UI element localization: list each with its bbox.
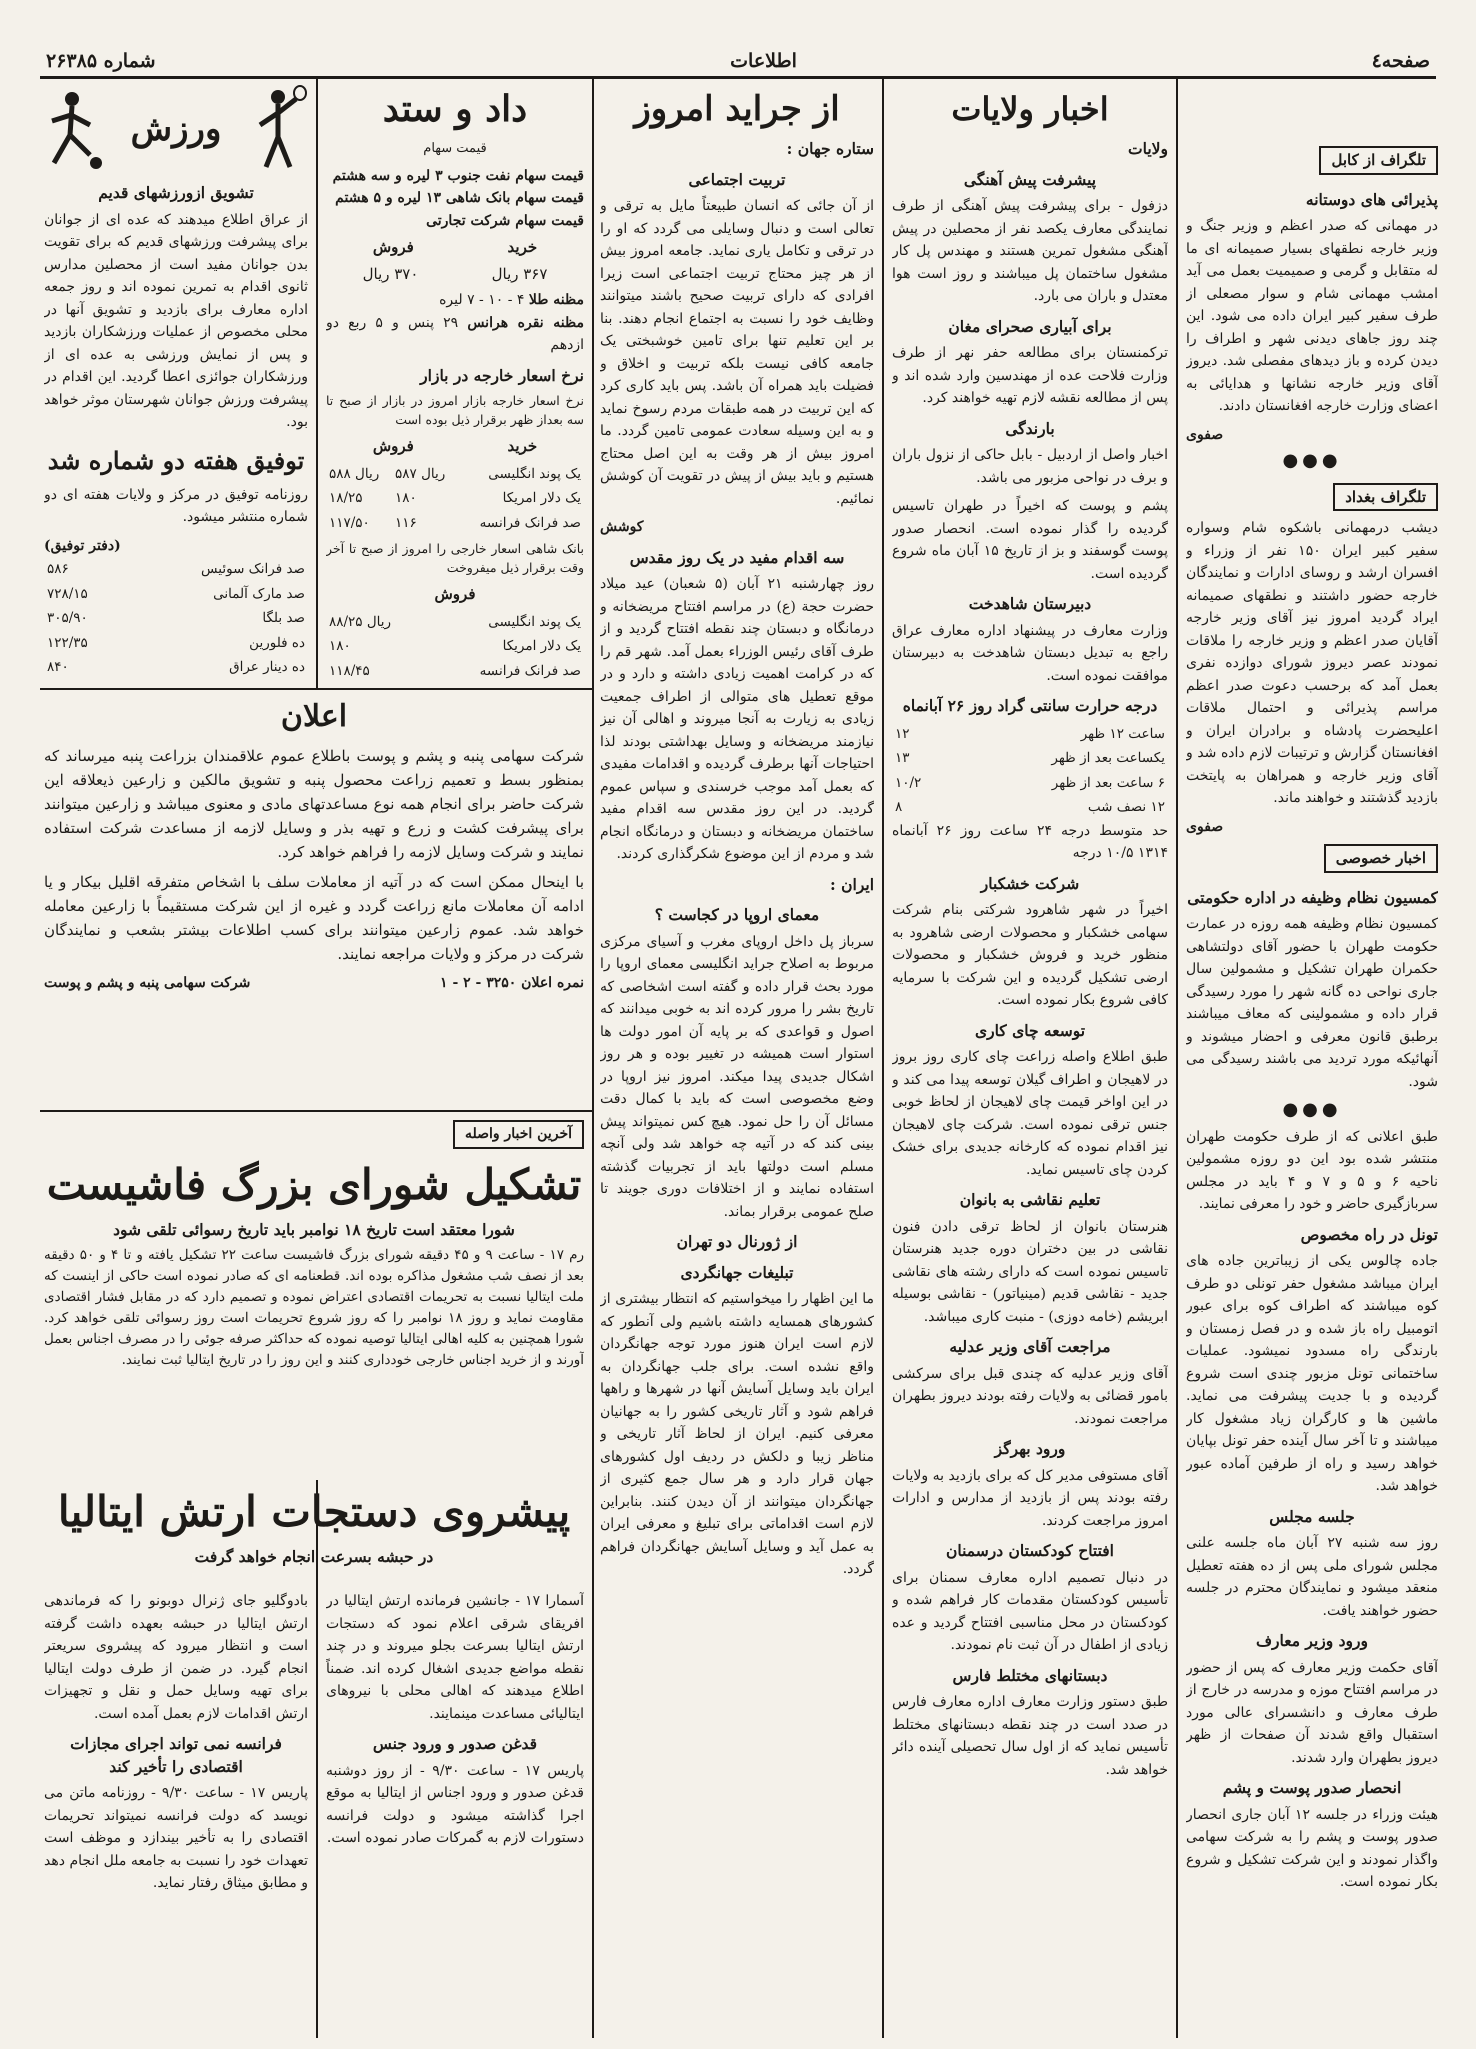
exchange-title: داد و ستد <box>382 88 528 130</box>
fx-note: نرخ اسعار خارجه بازار امروز در بازار از صبح تا سه بعداز ظهر برقرار ذیل بوده است <box>326 393 584 427</box>
temperature-average: حد متوسط درجه ۲۴ ساعت روز ۲۶ آبانماه ۱۳۱۴ ۱۰/۵ درجه <box>892 822 1168 861</box>
scouts-title: پیشرفت پیش آهنگی <box>963 169 1097 189</box>
bank-note: بانک شاهی اسعار خارجی را امروز از صبح تا آخر وقت برقرار ذیل میفروخت <box>326 541 584 575</box>
tunnel-title: تونل در راه مخصوص <box>1300 1224 1438 1244</box>
table-row: یکساعت بعد از ظهر ۱۳ <box>895 750 1165 766</box>
column-rule <box>882 78 884 2038</box>
column-sport <box>44 84 308 684</box>
italy-text: بادوگلیو جای ژنرال دوبونو را که فرماندهی ارتش ایتالیا در حبشه بعهده داشت گرفته است و انتظار میرود که پیشروی سریعتر انجام گیرد. در ضمن از طرف دولت ایتالیا برای تهیه وسایل حمل و نقل و تجهیزات ارتش اقدامات لازم بعمل آمده است. <box>44 1593 308 1722</box>
source-label: ستاره جهان : <box>786 139 874 158</box>
wool-text: پشم و پوست که اخیراً در طهران تاسیس گردیده را گذار نموده است. انحصار صدور پوست گوسفند و بز از تاریخ ۱۵ آبان ماه شروع گردیده است. <box>892 498 1168 582</box>
paper-name: اطلاعات <box>730 50 797 72</box>
fx-title: نرخ اسعار خارجه در بازار <box>420 365 584 385</box>
france-text: پاریس ۱۷ - ساعت ۹/۳۰ - روزنامه ماتن می نویسد که دولت فرانسه نمیتواند تحریمات اقتصادی را به تأخیر بیندازد و موظف است تعهدات خود را نسبت به جامعه ملل انجام دهد و مطابق میثاق رفتار نماید. <box>44 1785 308 1891</box>
fx-extra-note <box>44 680 308 685</box>
kabul-label: تلگراف از کابل <box>1319 146 1438 175</box>
commission-title: کمسیون نظام وظیفه در اداره حکومتی <box>1187 887 1438 907</box>
dried-fruit-text: اخیراً در شهر شاهرود شرکتی بنام شرکت سهامی خشکبار و محصولات ارضی شاهرود به منظور خرید و فروش خشکبار و محصولات ارضی تشکیل گردیده و این شرکت با سرمایه کافی شروع بکار نموده است. <box>892 902 1168 1008</box>
school-text: وزارت معارف در پیشنهاد اداره معارف عراق راجع به تبدیل دبستان شاهدخت به دبیرستان موافقت نموده است. <box>892 622 1168 684</box>
tennis-player-icon <box>248 85 308 173</box>
column-exchange <box>326 84 584 684</box>
table-row: ده فلورین ۱۲۲/۳۵ <box>47 634 305 651</box>
share-price: قیمت سهام بانک شاهی ۱۳ لیره و ۵ هشتم <box>335 190 584 206</box>
private-news-label: اخبار خصوصی <box>1324 844 1438 873</box>
table-row: یک دلار امریکا ۱۸۰ <box>329 638 581 654</box>
article-text: از آن جائی که انسان طبیعتاً مایل به ترقی و تعالی است و دنبال وسایلی می گردد که او را در ترقی و تکامل یاری نماید. جامعه امروز بیش از هر چیز محتاج تربیت اجتماعی است زیرا افرادی که دارای تربیت صحیح باشند میتوانند وظایف خود را نسبت به اجتماع انجام دهند. بنا بر این تعلیم تنها برای تامین خوشبختی یک جامعه کافی نیست بلکه تربیت و اخلاق و فضیلت باید همراه آن باشد. پس باید کاری کرد که این تربیت در همه طبقات مردم رسوخ نماید و به این وسیله سعادت عمومی تامین گردد. ما امروز بیش از هر وقت به این اصل محتاج هستیم و باید بیش از پیش در تقویت آن کوشش نمائیم. <box>600 198 874 507</box>
column-rule <box>1176 78 1178 2038</box>
page-number: صفحه٤ <box>1371 50 1430 72</box>
rain-text: اخبار واصل از اردبیل - بابل حاکی از نزول باران و برف در نواحی مزبور می باشد. <box>892 447 1168 486</box>
article-title: تربیت اجتماعی <box>688 169 786 189</box>
arrival-title: ورود بهرگز <box>994 1439 1066 1458</box>
issue-number: شماره ۲۶۳۸۵ <box>46 50 156 72</box>
table-row: ۶ ساعت بعد از ظهر ۱۰/۲ <box>895 774 1165 791</box>
article-text: روز چهارشنبه ۲۱ آبان (۵ شعبان) عید میلاد حضرت حجة (ع) در مراسم افتتاح مریضخانه و درمانگاه و دبستان چند نقطه افتتاح گردید و از طرف آقای رئیس الوزراء بعمل آمد. شهر قم را که در کرامت اهمیت زیادی داشته و دارد و در موقع تعطیل های متوالی از اطراف جمعیت زیادی به زیارت به آنجا میروند و اهالی آن نیز نیازمند مریضخانه و وسایل بهداشتی بودند لذا احتیاجات آنها برطرف گردیده و اقدامات مفیدی که بعمل آمد موجب خرسندی و سپاس عموم گردید. در این روز مقدس سه اقدام مفید ساختمان مریضخانه و دبستان و درمانگاه انجام شد و مردم از این موضوع شکرگذاری کردند. <box>600 576 874 862</box>
table-row: صد بلگا ۳۰۵/۹۰ <box>47 610 305 626</box>
rate-header: خرید فروش <box>372 238 538 256</box>
silver-label: مظنه نقره هرانس <box>467 314 584 331</box>
painting-text: هنرستان بانوان از لحاظ ترقی دادن فنون نقاشی در بین دختران دوره جدید هنرستان تاسیس نموده است که دارای رشته های نقاشی جدید - نقاشی قدیم (مینیاتور) - نقاشی بوسیله ابریشم (خامه دوزی) - منبت کاری میباشد. <box>892 1218 1168 1325</box>
table-row: یک پوند انگلیسی ۸۸/۲۵ ریال <box>329 613 581 630</box>
source-label: از ژورنال دو تهران <box>676 1232 798 1251</box>
latest-news-label: آخرین اخبار واصله <box>453 1120 584 1149</box>
notice-number: نمره اعلان ۳۲۵۰ - ۲ - ۱ <box>440 975 584 991</box>
school-title: دبیرستان شاهدخت <box>968 594 1092 613</box>
share-price: قیمت سهام شرکت تجارتی <box>426 212 584 229</box>
source-label: ایران : <box>830 874 874 894</box>
table-row: یک دلار امریکا ۱۸۰ ۱۸/۲۵ <box>329 490 581 506</box>
baghdad-label: تلگراف بغداد <box>1333 483 1438 512</box>
notice-sign: شرکت سهامی پنبه و پشم و پوست <box>44 975 251 991</box>
notice-body: با اینحال ممکن است که در آتیه از معاملات سلف با اشخاص متفرقه اقلیل بیکار و یا ادامه آن معاملات مانع زراعت گردد و غیره از این شرکت مستقیماً با زارعین معامله خواهد شد. عموم زارعین میتوانند برای کسب اطلاعات بیشتر بشعب و نمایندگان شرکت در مرکز و ولایات مراجعه نمایند. <box>44 873 584 963</box>
notice-title: اعلان <box>280 699 348 734</box>
separator-dots: ●●● <box>1282 1099 1342 1120</box>
share-price: قیمت سهام نفت جنوب ۳ لیره و سه هشتم <box>332 167 584 184</box>
football-player-icon <box>44 85 104 173</box>
press-title: از جراید امروز <box>634 89 840 129</box>
rain-title: بارندگی <box>1005 418 1055 438</box>
justice-text: آقای وزیر عدلیه که چندی قبل برای سرکشی بامور قضائی به ولایات رفته بودند دیروز بطهران مراجعت نمودند. <box>892 1365 1168 1427</box>
bank-table <box>326 610 584 685</box>
notice-footer <box>44 972 584 995</box>
justice-title: مراجعت آقای وزیر عدلیه <box>949 1337 1111 1356</box>
article-text: ما این اظهار را میخواستیم که انتظار بیشتری از کشورهای همسایه داشته باشیم ولی آنطور که لازم است ایران هنوز مورد توجه جهانگردان واقع نشده است. برای جلب جهانگردان به ایران باید وسایل آسایش آنها در شهرها و راهها فراهم شود و آثار تاریخی کشور را به جهانیان معرفی کنیم. ایران از لحاظ آثار تاریخی و مناظر زیبا و دلکش در ردیف اول کشورهای جهان قرار دارد و هر سال جمع کثیری از جهانگردان میتوانند از آن دیدن کنند. بنابراین لازم است اقداماتی برای تبلیغ و معرفی ایران به عمل آید و وسایل آسایش جهانگردان فراهم گردد. <box>600 1291 874 1577</box>
italy-text: آسمارا ۱۷ - جانشین فرمانده ارتش ایتالیا در افریقای شرقی اعلام نمود که دستجات ارتش ایتالیا بسرعت بجلو میروند و در چند نقطه مواضع جدیدی اشغال کرده اند. ضمناً اطلاع میدهند که اهالی محلی با نیروهای ایتالیائی مساعدت مینمایند. <box>326 1593 584 1722</box>
tea-text: طبق اطلاع واصله زراعت چای کاری روز بروز در لاهیجان و اطراف گیلان توسعه پیدا می کند و در این اواخر قیمت چای لاهیجان از لحاظ خوبی جنس ترقی نموده است. شرکت چای لاهیجان نیز اقدام نموده که کارخانه جدیدی برای خشک کردن چای تاسیس نماید. <box>892 1049 1168 1178</box>
section-rule <box>40 1110 592 1112</box>
latest-news <box>44 1114 584 1484</box>
article-text: سرباز پل داخل اروپای مغرب و آسیای مرکزی مربوط به اصلاح جراید انگلیسی معمای اروپا را مورد بحث قرار داده و گفته است اشخاصی که تاریخ بشر را مرور کرده اند به خوبی میدانند که اصول و قواعدی که بر پایه آن امور دولت ها استوار است همیشه در تغییر بوده و هر روز اشکال جدیدی پیدا میکند. امروز نیز اروپا در وضع مخصوصی است که باید با کمال دقت مسائل آن را حل نمود. هیچ کس نمیتواند پیش بینی کند که در آتیه چه خواهد شد ولی آنچه مسلم است دولتها باید از تجربیات گذشته استفاده نمایند و از اختلافات دوری جویند تا صلح عمومی برقرار بماند. <box>600 933 874 1220</box>
article-sign: کوشش <box>600 519 644 535</box>
rate-values: ۳۶۷ ریال ۳۷۰ ریال <box>362 264 548 283</box>
sport-article-text: از عراق اطلاع میدهند که عده ای از جوانان برای پیشرفت ورزشهای قدیم که برای تقویت بدن جوانان مفید است از محصلین مدارس ثانوی اقدام به تمرین نموده اند و روز جمعه اداره معارف برای بازدید و تشویق آنها در محلی مخصوص از عملیات ورزشکاران بازدید و پس از نمایش ورزشی به عده ای از ورزشکاران جوائزی اعطا گردید. این اقدام در پیشرفت ورزش جوانان شهرستان موثر خواهد بود. <box>44 211 308 430</box>
table-row: صد فرانک فرانسه ۱۱۶ ۱۱۷/۵۰ <box>329 514 581 531</box>
gold-value: ۴ - ۱۰ - ۷ لیره <box>439 292 525 308</box>
notice-body: شرکت سهامی پنبه و پشم و پوست باطلاع عموم علاقمندان بزراعت پنبه میرساند که بمنظور بسط و تعمیم زراعت محصول پنبه و تشویق مالکین و زارعین ذیعلاقه این شرکت حاضر برای انجام همه نوع مساعدتهای مادی و معنوی میباشد و زارعین میتوانند برای پیشرفت کشت و زرع و تهیه بذر و وسایل لازمه از مساعدت شرکت استفاده نمایند و شرکت وسایل لازمه را فراهم خواهد کرد. <box>44 747 584 861</box>
article-title: معمای اروپا در کجاست ؟ <box>654 905 820 924</box>
kindergarten-title: افتتاح کودکستان درسمنان <box>946 1541 1114 1560</box>
italy-text-right <box>326 1590 584 2030</box>
column-rule <box>592 78 594 2038</box>
rate-header: خرید فروش <box>372 437 538 455</box>
table-row <box>326 683 584 684</box>
fx-table-extra <box>44 557 308 680</box>
column-press <box>600 84 874 2034</box>
tofigh-title: توفیق هفته دو شماره شد <box>47 445 305 475</box>
notice-box <box>44 696 584 1104</box>
table-row: صد فرانک فرانسه ۱۱۸/۴۵ <box>329 662 581 679</box>
export-text: هیئت وزراء در جلسه ۱۲ آبان جاری انحصار صدور پوست و پشم را به شرکت سهامی واگذار نمودند و این شرکت تشکیل و شروع بکار نموده است. <box>1186 1806 1438 1890</box>
table-row: صد مارک آلمانی ۷۲۸/۱۵ <box>47 585 305 602</box>
baghdad-text: دیشب درمهمانی باشکوه شام وسواره سفیر کبیر ایران ۱۵۰ نفر از وزراء و افسران ارشد و روسای ادارات و نمایندگان خارجه حضور داشتند و نطقهای صمیمانه ایراد گردید امروز نیز آقای وزیر خارجه آقایان صدر اعظم و وزیر خارجه را ملاقات نمودند عصر دیروز شورای دوازده نفری بعمل آمد که برحسب دعوت صدر اعظم مراسم پذیرائی و احتمال ملاقات اعلیحضرت پادشاه و برادران ایران و افغانستان گزارش و ترتیبات لازم داده شد و آقای وزیر خارجه و همراهان به پایتخت بازدید گذشتند و خواهند ماند. <box>1186 520 1438 806</box>
headline-italy-army: پیشروی دستجات ارتش ایتالیا <box>57 1487 571 1536</box>
tea-title: توسعه چای کاری <box>974 1020 1086 1040</box>
italy-headline-block <box>44 1486 584 1586</box>
commission-text-2: طبق اعلانی که از طرف حکومت طهران منتشر شده بود این دو روزه مشمولین ناحیه ۶ و ۵ و ۷ و ۴ باید در مجلس سربازگیری حاضر و خود را معرفی نمایند. <box>1186 1128 1438 1212</box>
kabul-sign: صفوی <box>1186 426 1224 443</box>
kabul-text: در مهمانی که صدر اعظم و وزیر جنگ و وزیر خارجه نطقهای بسیار صمیمانه ای ما له متقابل و گرمی و صمیمیت بعمل می آید امشب مهمانی شام و سوار مصعلی از طرف سفیر کبیر ایران داده می شود. این چند روز جاهای دیدنی شهر و اطراف را دیدن کرده و باز دیدهای مفصلی شد. دیروز آقای وزیر خارجه نشانها و هدایائی به اعضای وزارت خارجه افغانستان دادند. <box>1186 218 1438 414</box>
sport-logo <box>44 84 308 174</box>
column-provinces <box>892 84 1168 2034</box>
article-title: سه اقدام مفید در یک روز مقدس <box>629 547 845 567</box>
rate-header: فروش <box>434 585 476 603</box>
masthead <box>40 28 1436 79</box>
scouts-text: دزفول - برای پیشرفت پیش آهنگی از طرف نمایندگی معارف یکصد نفر از محصلین در پیش آهنگی مشغول تمرین هستند و مهندس پل کار مشغول ساختمان پل میباشند و روز است هوا معتدل و باران می بارد. <box>892 198 1168 304</box>
tofigh-source: (دفتر توفیق) <box>44 537 121 554</box>
tofigh-text: روزنامه توفیق در مرکز و ولایات هفته ای دو شماره منتشر میشود. <box>44 486 308 525</box>
majlis-title: جلسه مجلس <box>1269 1506 1355 1526</box>
gold-label: مظنه طلا <box>528 292 584 308</box>
commission-text: کمسیون نظام وظیفه همه روزه در عمارت حکومت طهران با حضور آقای دولتشاهی حکمران طهران تشکیل و مشمولین سال جاری نواحی ده گانه شهر را مورد رسیدگی قرار داده و مشمولینی که معاف میباشند برطبق قانون معرفی و احضار میشوند و آنهائیکه مورد تردید می باشند رسیدگی می شود. <box>1186 916 1438 1090</box>
column-telegraph <box>1186 140 1438 2035</box>
separator-dots: ●●● <box>1282 450 1342 471</box>
majlis-text: روز سه شنبه ۲۷ آبان ماه جلسه علنی مجلس شورای ملی پس از ده هفته تعطیل منعقد میشود و نمایندگان محترم در جلسه حضور خواهند یافت. <box>1186 1535 1438 1619</box>
irrigation-text: ترکمنستان برای مطالعه حفر نهر از طرف وزارت فلاحت عده از مهندسین وارد شده اند و پس از مطالعه نقشه لازم تهیه خواهند کرد. <box>892 345 1168 406</box>
article-title: تبلیغات جهانگردی <box>680 1262 794 1282</box>
painting-title: تعلیم نقاشی به بانوان <box>959 1190 1101 1209</box>
silver-value: ۲۹ پنس و ۵ ربع دو ازدهم <box>326 314 584 353</box>
export-title: انحصار صدور پوست و پشم <box>1222 1778 1402 1797</box>
section-rule <box>40 688 592 690</box>
headline-fascist-council: تشکیل شورای بزرگ فاشیست <box>46 1159 582 1209</box>
irrigation-title: برای آبیاری صحرای مغان <box>948 316 1112 336</box>
arrival-text: آقای مستوفی مدیر کل که برای بازدید به ولایات رفته بودند پس از بازدید از مدارس و ادارات امروز مراجعت کردند. <box>892 1467 1168 1529</box>
minister-text: آقای حکمت وزیر معارف که پس از حضور در مراسم افتتاح موزه و مدرسه در خارج از طرف معارف و دانشسرای عالی مورد استقبال واقع شدند آن صفحات از ظهر دیروز بطهران وارد شدند. <box>1186 1659 1438 1766</box>
table-row: ساعت ۱۲ ظهر ۱۲ <box>895 725 1165 742</box>
temperature-title: درجه حرارت سانتی گراد روز ۲۶ آبانماه <box>902 696 1158 715</box>
kabul-title: پذیرائی های دوستانه <box>1305 189 1438 209</box>
fars-title: دبستانهای مختلط فارس <box>952 1665 1108 1685</box>
ban-text: پاریس ۱۷ - ساعت ۹/۳۰ - از روز دوشنبه قدغن صدور و ورود اجناس از ایتالیا به موقع اجرا گذاشته میشود و دولت فرانسه دستورات لازم به گمرکات صادر نموده است. <box>326 1762 584 1846</box>
temperature-table <box>892 722 1168 820</box>
table-row: یک پوند انگلیسی ۵۸۷ ریال ۵۸۸ ریال <box>329 465 581 482</box>
deck-italy-army: در حبشه بسرعت انجام خواهد گرفت <box>194 1547 434 1566</box>
provinces-sub: ولایات <box>1128 139 1168 158</box>
provinces-title: اخبار ولایات <box>951 90 1109 128</box>
fascist-council-text: رم ۱۷ - ساعت ۹ و ۴۵ دقیقه شورای بزرگ فاشیست ساعت ۲۲ تشکیل یافته و تا ۴ و ۵۰ دقیقه بعد از نصف شب مشغول مذاکره بوده اند. قطعنامه ای که صادر نموده است حاکی از اینست که ملت ایتالیا نسبت به تحریمات اقتصادی اعتراض نموده و تصمیم دارد که در مقابل فشار اقتصادی مقاومت نماید و روز ۱۸ نوامبر را که روز شروع تحریمات است روز رسوائی تلقی خواهد کرد. شورا همچنین به کلیه اهالی ایتالیا توصیه نموده که حداکثر صرفه جوئی را در مصرف اجناس بعمل آورند و از خرید اجناس خارجی خودداری کنند و این روز را در تاریخ ایتالیا ثبت نمایند. <box>44 1247 584 1368</box>
table-row: ده دینار عراق ۸۴۰ <box>47 659 305 675</box>
column-rule <box>316 78 318 688</box>
shares-label: قیمت سهام <box>423 141 487 156</box>
fx-table <box>326 462 584 536</box>
minister-title: ورود وزیر معارف <box>1255 1631 1369 1650</box>
fars-text: طبق دستور وزارت معارف اداره معارف فارس در صدد است در چند نقطه دبستانهای مختلط تأسیس نماید که از اول سال تحصیلی آینده دائر خواهد شد. <box>892 1694 1168 1778</box>
kindergarten-text: در دنبال تصمیم اداره معارف سمنان برای تأسیس کودکستان مقدمات کار فراهم شده و کودکستان در محل مناسبی افتتاح گردید و عده زیادی از اطفال در آن ثبت نام نمودند. <box>892 1569 1168 1653</box>
deck-fascist-council: شورا معتقد است تاریخ ۱۸ نوامبر باید تاریخ رسوائی تلقی شود <box>113 1219 515 1239</box>
baghdad-sign: صفوی <box>1186 818 1224 835</box>
table-row: ۱۲ نصف شب ۸ <box>895 799 1165 815</box>
headline-france: فرانسه نمی تواند اجرای مجازات اقتصادی را تأخیر کند <box>70 1734 282 1776</box>
tunnel-text: جاده چالوس یکی از زیباترین جاده های ایران میباشد مشغول حفر تونلی دو طرف کوه میباشند که اطراف کوه برای عبور اتومبیل راه باز شده و در فصل زمستان و بارندگی راه مسدود نمیشود. عملیات ساختمانی تونل مزبور چندی است شروع گردیده و با جدیت پیشرفت می نماید. ماشین ها و کارگران زیاد مشغول کار میباشند و تا آخر سال آینده حفر تونل بپایان خواهد رسید و راه از طرفین آماده عبور خواهد شد. <box>1186 1253 1438 1494</box>
dried-fruit-title: شرکت خشکبار <box>980 873 1080 893</box>
table-row: صد فرانک سوئیس ۵۸۶ <box>47 561 305 577</box>
sport-article-title: تشویق ازورزشهای قدیم <box>98 183 254 202</box>
italy-text-left <box>44 1590 308 2030</box>
headline-ban: قدغن صدور و ورود جنس <box>372 1734 538 1753</box>
sport-title: ورزش <box>130 109 222 149</box>
